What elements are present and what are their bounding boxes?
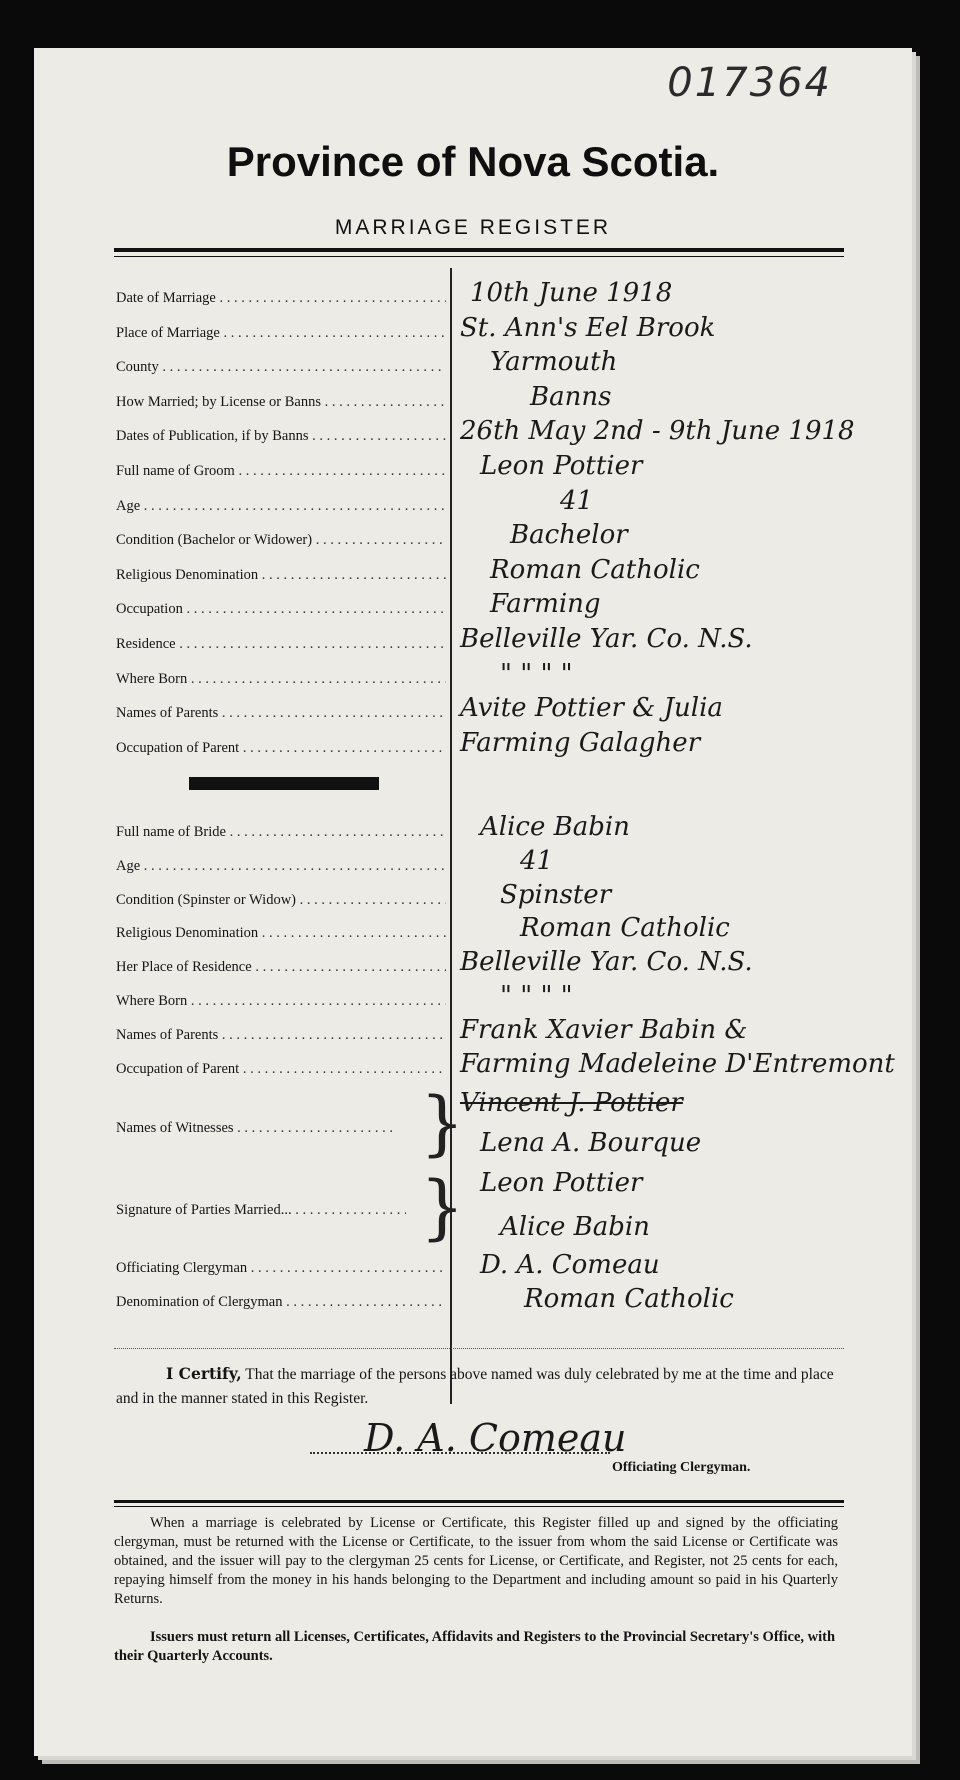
header-rule-thin [114,256,844,257]
bride-field-value: Frank Xavier Babin & [460,1014,748,1045]
groom-field-value: 26th May 2nd - 9th June 1918 [460,416,855,447]
clergy-denomination: Roman Catholic [524,1284,734,1314]
bride-field-label: Religious Denomination . . . [116,925,446,942]
groom-field-label: Residence . . . [116,636,446,653]
signatures-label: Signature of Parties Married... . . . [116,1202,406,1219]
witness-1: Vincent J. Pottier [460,1088,683,1118]
witnesses-brace: } [420,1082,465,1164]
footer-rule-thin [114,1506,844,1507]
groom-field-label: Occupation . . . [116,601,446,618]
certification-text [116,1362,836,1411]
groom-field-label: How Married; by License or Banns . . . [116,394,446,411]
bride-field-label: Occupation of Parent . . . [116,1061,446,1078]
witness-2: Lena A. Bourque [480,1128,702,1158]
footer-rule [114,1500,844,1503]
groom-field-value: Belleville Yar. Co. N.S. [460,624,753,654]
groom-field-value: Bachelor [510,520,628,551]
section-rule [114,1348,844,1350]
groom-field-label: Place of Marriage . . . [116,325,446,342]
groom-field-label: Full name of Groom . . . [116,463,446,480]
page-title: Province of Nova Scotia. [226,138,720,185]
groom-field-value: Yarmouth [490,347,618,378]
bride-field-label: Names of Parents . . . [116,1027,446,1044]
groom-field-value: 10th June 1918 [470,278,673,308]
groom-field-label: County . . . [116,359,446,376]
signatures-brace: } [420,1166,465,1248]
witnesses-label: Names of Witnesses . . . [116,1120,396,1137]
bride-field-label: Condition (Spinster or Widow) . . . [116,892,446,909]
groom-field-label: Occupation of Parent . . . [116,740,446,757]
clergy-denomination-label: Denomination of Clergyman . . . [116,1294,446,1311]
groom-field-label: Date of Marriage . . . [116,290,446,307]
signature-groom: Leon Pottier [480,1168,643,1198]
notice-text-2: Issuers must return all Licenses, Certificates, Affidavits and Registers to the Provincial Secretary's Office, with their Quarterly Accounts. [114,1629,836,1664]
bride-field-value: Roman Catholic [520,913,730,944]
bride-field-value: " " " " [500,981,573,1011]
groom-field-label: Where Born . . . [116,671,446,688]
groom-field-label: Age . . . [116,498,446,515]
groom-field-value: Banns [530,381,612,412]
signature-bride: Alice Babin [500,1212,650,1242]
header-rule [114,248,844,252]
clergy-label: Officiating Clergyman . . . [116,1260,446,1277]
groom-field-label: Names of Parents . . . [116,705,446,722]
groom-field-value: 41 [560,485,594,516]
groom-field-value: Roman Catholic [490,554,700,585]
document-number: 017364 [667,60,832,106]
bride-field-value: Alice Babin [480,812,630,842]
groom-field-value: " " " " [500,658,573,689]
certify-signature: D. A. Comeau [364,1416,627,1460]
bride-field-value: Belleville Yar. Co. N.S. [460,947,753,978]
certify-lead: I Certify, [166,1364,242,1383]
groom-field-value: Leon Pottier [480,451,643,481]
groom-field-value: Farming [490,589,601,620]
groom-field-label: Dates of Publication, if by Banns . . . [116,428,446,445]
groom-field-label: Religious Denomination . . . [116,567,446,584]
bride-field-label: Age . . . [116,858,446,875]
bride-field-label: Full name of Bride . . . [116,824,446,841]
groom-field-value: Avite Pottier & Julia [460,693,723,724]
section-divider [189,777,379,790]
groom-field-value: Farming Galagher [460,727,701,758]
notice-text: When a marriage is celebrated by License or Certificate, this Register filled up and signed by the officiating clergyman, must be returned with the License or Certificate, to the issuer from whom the said License or Certificate was obtained, and the issuer will pay to the clergyman 25 cents for License, or Certificate, and Register, not 25 cents for each, repaying himself from the money in his hands belonging to the Department and including amount so paid in his Quarterly Returns. [114,1515,838,1607]
certify-body: That the marriage of the persons above named was duly celebrated by me at the time and place and in the manner stated in this Register. [116,1366,834,1407]
bride-field-value: Spinster [500,879,612,910]
register-form [34,48,912,1756]
groom-field-value: St. Ann's Eel Brook [460,312,716,343]
bride-field-value: Farming Madeleine D'Entremont [460,1048,895,1079]
bride-field-value: 41 [520,845,554,876]
page-subtitle: MARRIAGE REGISTER [334,216,612,239]
groom-field-label: Condition (Bachelor or Widower) . . . [116,532,446,549]
bride-field-label: Where Born . . . [116,993,446,1010]
bride-field-label: Her Place of Residence . . . [116,959,446,976]
signature-caption: Officiating Clergyman. [612,1460,751,1475]
signature-line [310,1452,610,1454]
clergy-name: D. A. Comeau [480,1250,660,1280]
